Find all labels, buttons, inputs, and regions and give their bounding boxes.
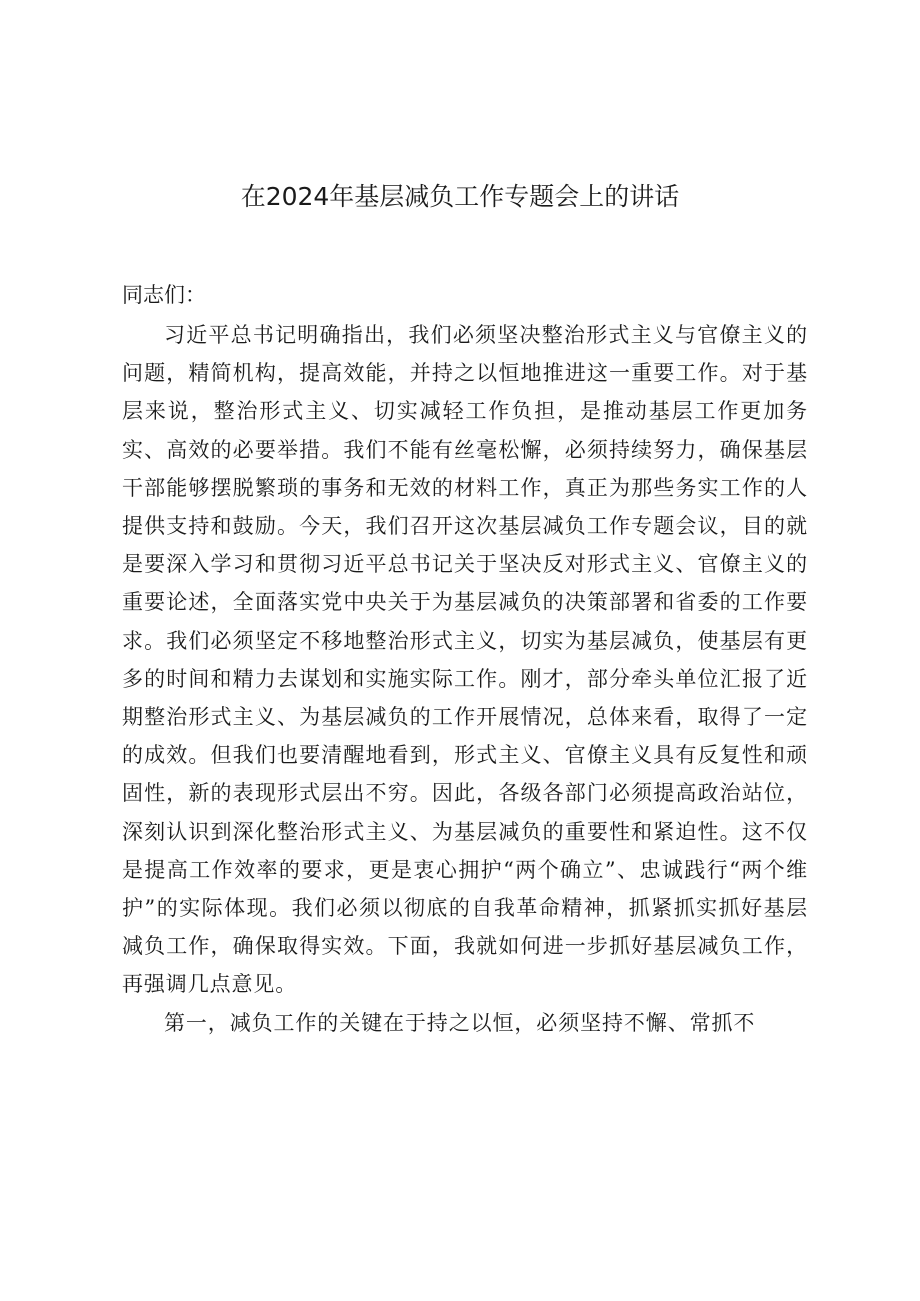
document-body bbox=[122, 316, 808, 1042]
paragraph-2: 第一，减负工作的关键在于持之以恒，必须坚持不懈、常抓不 bbox=[164, 1010, 756, 1035]
greeting: 同志们： bbox=[122, 283, 206, 307]
document-title: 在2024年基层减负工作专题会上的讲话 bbox=[240, 182, 680, 211]
paragraph-1: 习近平总书记明确指出，我们必须坚决整治形式主义与官僚主义的问题，精简机构，提高效能，并持之以恒地推进这一重要工作。对于基层来说，整治形式主义、切实减轻工作负担，是推动基层工作更加务实、高效的必要举措。我们不能有丝毫松懈，必须持续努力，确保基层干部能够摆脱繁琐的事务和无效的材料工作，真正为那些务实工作的人提供支持和鼓励。今天，我们召开这次基层减负工作专题会议，目的就是要深入学习和贯彻习近平总书记关于坚决反对形式主义、官僚主义的重要论述，全面落实党中央关于为基层减负的决策部署和省委的工作要求。我们必须坚定不移地整治形式主义，切实为基层减负，使基层有更多的时间和精力去谋划和实施实际工作。刚才，部分牵头单位汇报了近期整治形式主义、为基层减负的工作开展情况，总体来看，取得了一定的成效。但我们也要清醒地看到，形式主义、官僚主义具有反复性和顽固性，新的表现形式层出不穷。因此，各级各部门必须提高政治站位，深刻认识到深化整治形式主义、为基层减负的重要性和紧迫性。这不仅是提高工作效率的要求，更是衷心拥护“两个确立”、忠诚践行“两个维护”的实际体现。我们必须以彻底的自我革命精神，抓紧抓实抓好基层减负工作，确保取得实效。下面，我就如何进一步抓好基层减负工作，再强调几点意见。 bbox=[122, 323, 808, 997]
